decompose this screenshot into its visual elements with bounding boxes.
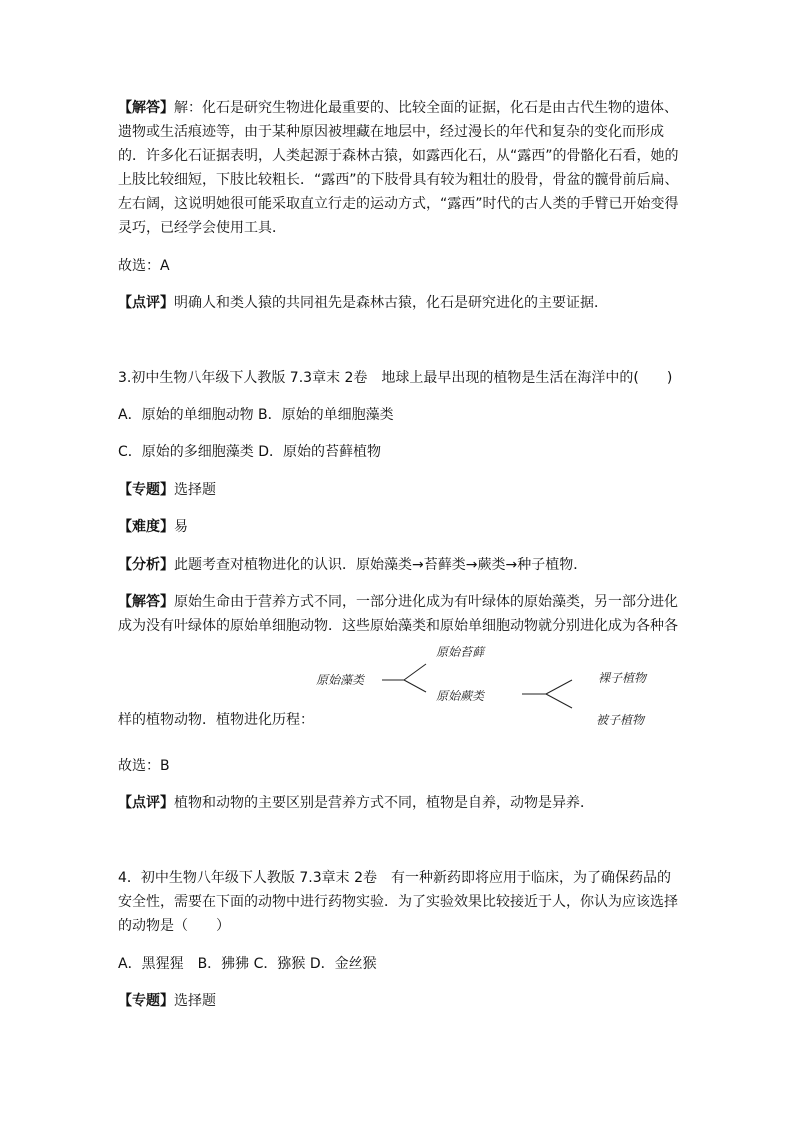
answer-line-3: 的．许多化石证据表明，人类起源于森林古猿，如露西化石，从“露西”的骨骼化石看，她的	[118, 148, 679, 164]
diagram-leaf-1: 裸子植物	[598, 671, 647, 685]
question-4-line-2: 安全性，需要在下面的动物中进行药物实验．为了实验效果比较接近于人，你认为应该选择	[118, 894, 678, 910]
answer-line-1: 【解答】解：化石是研究生物进化最重要的、比较全面的证据，化石是由古代生物的遗体、	[118, 100, 678, 116]
question-3-answer-1: 【解答】原始生命由于营养方式不同，一部分进化成为有叶绿体的原始藻类，另一部分进化	[118, 594, 678, 610]
question-3-choice: 故选：B	[118, 758, 170, 774]
question-4-options: A．黑猩猩 B．狒狒 C．猕猴 D．金丝猴	[118, 956, 377, 972]
question-3-title: 3.初中生物八年级下人教版 7.3章末 2卷 地球上最早出现的植物是生活在海洋中的( )	[118, 370, 673, 386]
question-3-topic: 【专题】选择题	[118, 482, 216, 498]
question-4-line-1: 4．初中生物八年级下人教版 7.3章末 2卷 有一种新药即将应用于临床，为了确保药品的	[118, 870, 671, 886]
diagram-arrow-down-2	[546, 694, 572, 708]
answer-line-4: 上肢比较细短，下肢比较粗长．“露西”的下肢骨具有较为粗壮的股骨，骨盆的髋骨前后扁、	[118, 172, 679, 188]
question-3-difficulty: 【难度】易	[118, 519, 188, 535]
answer-line-5: 左右阔，这说明她很可能采取直立行走的运动方式，“露西”时代的古人类的手臂已开始变得	[118, 196, 679, 212]
question-3-options-1: A．原始的单细胞动物 B．原始的单细胞藻类	[118, 407, 394, 423]
answer-line-2: 遗物或生活痕迹等，由于某种原因被埋藏在地层中，经过漫长的年代和复杂的变化而形成	[118, 124, 664, 140]
question-3-answer-3: 样的植物动物．植物进化历程：	[118, 712, 314, 728]
diagram-branch-1: 原始苔藓	[436, 645, 485, 659]
diagram-arrow-up	[404, 664, 426, 680]
question-3-comment: 【点评】植物和动物的主要区别是营养方式不同，植物是自养，动物是异养．	[118, 795, 594, 811]
comment-tag: 【点评】	[118, 295, 174, 311]
question-3-options-2: C．原始的多细胞藻类 D．原始的苔藓植物	[118, 444, 382, 460]
diagram-arrow-down	[404, 680, 426, 692]
diagram-leaf-2: 被子植物	[596, 713, 645, 727]
question-3-analysis: 【分析】此题考查对植物进化的认识．原始藻类→苔藓类→蕨类→种子植物．	[118, 557, 588, 573]
diagram-branch-2: 原始蕨类	[436, 689, 485, 703]
answer-tag: 【解答】	[118, 100, 174, 116]
question-4-line-3: 的动物是（ ）	[118, 918, 230, 934]
diagram-root: 原始藻类	[316, 673, 365, 687]
choice-line: 故选：A	[118, 258, 170, 274]
comment-line: 【点评】明确人和类人猿的共同祖先是森林古猿，化石是研究进化的主要证据．	[118, 295, 608, 311]
question-3-answer-2: 成为没有叶绿体的原始单细胞动物．这些原始藻类和原始单细胞动物就分别进化成为各种各	[118, 618, 678, 634]
question-4-topic: 【专题】选择题	[118, 993, 216, 1009]
answer-line-6: 灵巧，已经学会使用工具．	[118, 220, 286, 236]
diagram-arrow-up-2	[546, 680, 572, 694]
